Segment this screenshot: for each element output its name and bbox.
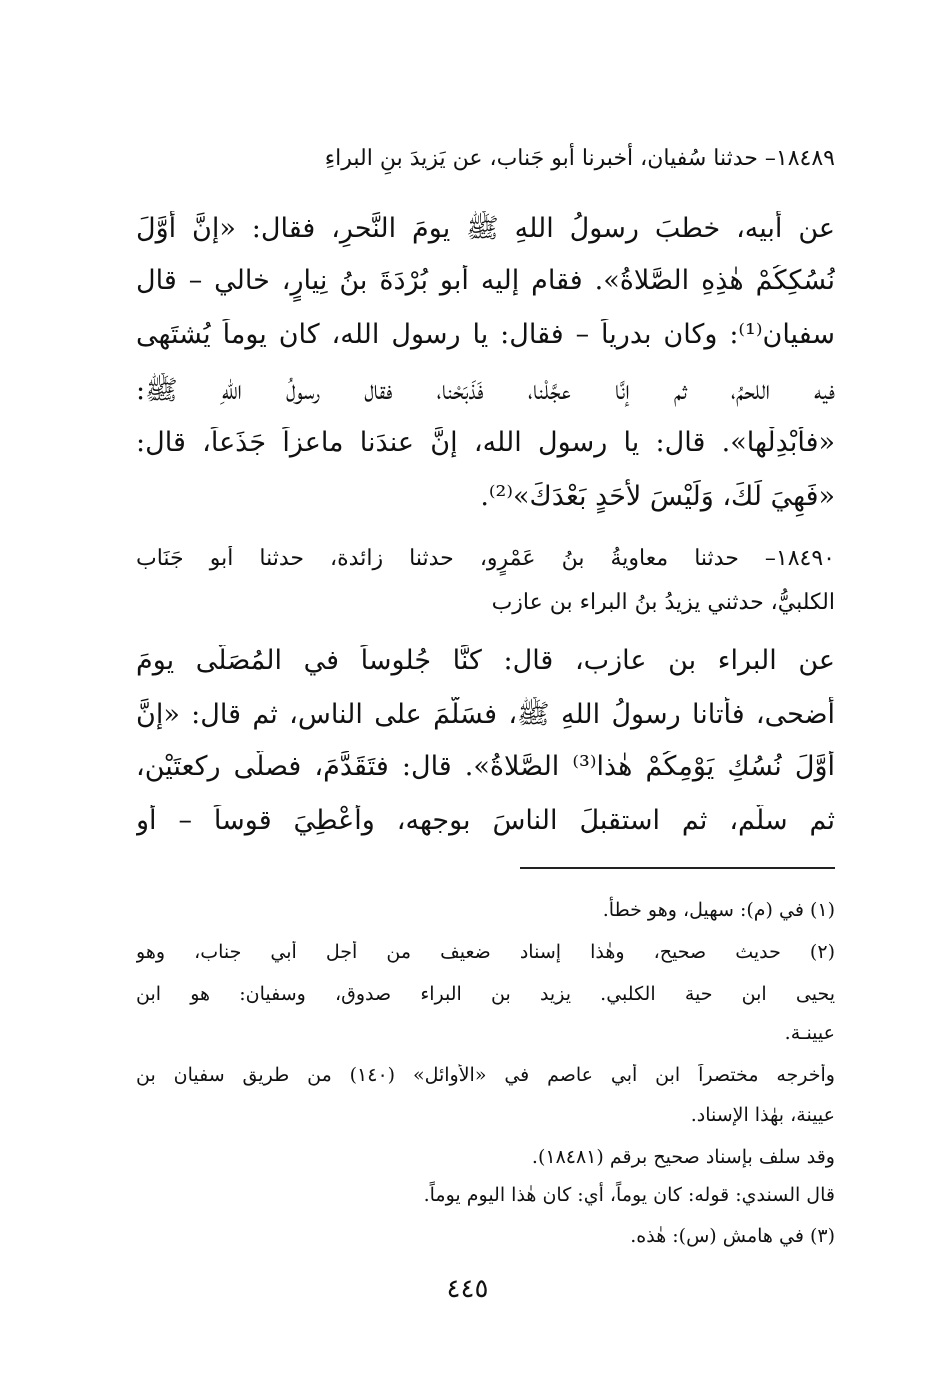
- footnote-line: عيينة، بهٰذا الإسناد.: [690, 1104, 835, 1126]
- hadith-chain: ١٨٤٨٩– حدثنا سُفيان، أخبرنا أبو جَناب، عن يَزيدَ بنِ البراءِ: [324, 146, 835, 171]
- footnote-line: (١) في (م): سهيل، وهو خطأ.: [602, 899, 835, 921]
- hadith-text-line: ثم سلَّم، ثم استقبلَ الناسَ بوجهه، وأُعْطِيَ قوساً – أو: [136, 805, 835, 836]
- hadith-text-line: سفيان⁽¹⁾: وكان بدرياً – فقال: يا رسول الله، كان يوماً يُشتَهى: [136, 319, 835, 350]
- hadith-text-line: أوَّلَ نُسُكِ يَوْمِكُمْ هٰذا⁽³⁾ الصَّلاةُ». قال: فتَقَدَّمَ، فصلَّى ركعتَيْن،: [136, 751, 835, 782]
- hadith-chain: الكلبيُّ، حدثني يزيدُ بنُ البراء بن عازب: [491, 590, 835, 615]
- hadith-text-line: «فَهِيَ لَكَ، وَلَيْسَ لأحَدٍ بَعْدَكَ»⁽²⁾.: [480, 481, 835, 512]
- hadith-text-line: «فأبْدِلْها». قال: يا رسول الله، إنَّ عندَنا ماعزاً جَذَعاً، قال:: [136, 427, 835, 458]
- footnote-line: (٢) حديث صحيح، وهٰذا إسناد ضعيف من أجل أبي جناب، وهو: [136, 941, 835, 963]
- footnote-line: عيينـة.: [784, 1022, 835, 1044]
- footnote-line: (٣) في هامش (س): هٰذه.: [630, 1225, 835, 1247]
- hadith-text-line: عن أبيه، خطبَ رسولُ اللهِ ﷺ يومَ النَّحرِ، فقال: «إنَّ أوَّلَ: [136, 213, 835, 244]
- hadith-text-line: فيه اللحمُ، ثم إنَّا عجَّلْنا، فَذَبَحْنا، فقال رسولُ اللهِ ﷺ:: [136, 375, 835, 406]
- footnote-divider: [520, 867, 835, 869]
- footnote-line: قال السندي: قوله: كان يوماً، أي: كان هٰذا اليوم يوماً.: [423, 1184, 835, 1206]
- footnote-line: وأخرجه مختصراً ابن أبي عاصم في «الأوائل» (١٤٠) من طريق سفيان بن: [136, 1064, 835, 1086]
- footnote-line: يحيى ابن حية الكلبي. يزيد بن البراء صدوق، وسفيان: هو ابن: [136, 983, 835, 1005]
- page-number: ٤٤٥: [446, 1274, 489, 1304]
- hadith-text-line: أضحى، فأتانا رسولُ اللهِ ﷺ، فسَلَّمَ على الناس، ثم قال: «إنَّ: [136, 699, 835, 730]
- hadith-text-line: نُسُكِكُمْ هٰذِهِ الصَّلاةُ». فقام إليه أبو بُرْدَةَ بنُ نِيارٍ، خالي – قال: [136, 265, 835, 296]
- footnote-line: وقد سلف بإسناد صحيح برقم (١٨٤٨١).: [531, 1146, 835, 1168]
- hadith-text-line: عن البراء بن عازب، قال: كنَّا جُلوساً في المُصَلَّى يومَ: [136, 645, 835, 676]
- hadith-chain: ١٨٤٩٠– حدثنا معاويةُ بنُ عَمْرٍو، حدثنا زائدة، حدثنا أبو جَنَاب: [136, 546, 835, 571]
